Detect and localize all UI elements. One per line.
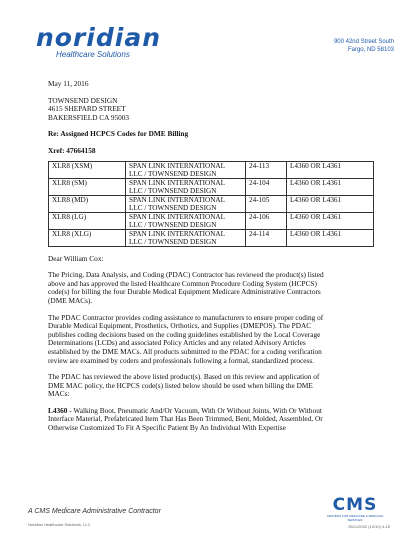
table-row (49, 178, 374, 195)
manufacturer: SPAN LINK INTERNATIONAL LLC / TOWNSEND DESIGN (126, 212, 246, 229)
hcpcs-code: L4360 OR L4361 (287, 229, 374, 246)
product-name: XLR8 (SM) (49, 178, 126, 195)
cms-wordmark: CMS (332, 495, 378, 515)
product-number: 24-104 (246, 178, 287, 195)
address-line-2: Fargo, ND 58103 (347, 47, 394, 53)
letter-body (48, 80, 388, 433)
hcpcs-code: L4360 OR L4361 (287, 195, 374, 212)
noridian-logo (36, 23, 162, 59)
salutation: Dear William Cox: (48, 253, 104, 263)
manufacturer: SPAN LINK INTERNATIONAL LLC / TOWNSEND DESIGN (126, 161, 246, 178)
hcpcs-code: L4360 OR L4361 (287, 161, 374, 178)
xref-line: Xref: 47664158 (48, 145, 96, 155)
logo-subtitle: Healthcare Solutions (56, 50, 130, 59)
cms-tagline: CENTERS FOR MEDICARE & MEDICAID SERVICES (326, 514, 384, 522)
cms-logo (320, 496, 390, 522)
product-number: 24-114 (246, 229, 287, 246)
sender-address (334, 38, 394, 54)
table-row (49, 195, 374, 212)
manufacturer: SPAN LINK INTERNATIONAL LLC / TOWNSEND DESIGN (126, 229, 246, 246)
company-footer: Noridian Healthcare Solutions, LLC (28, 522, 91, 527)
product-name: XLR8 (XLG) (49, 229, 126, 246)
document-code: 2621/2032 (12/10) 4-15 (348, 524, 390, 529)
contractor-note: A CMS Medicare Administrative Contractor (28, 508, 161, 515)
table-row (49, 229, 374, 246)
product-number: 24-105 (246, 195, 287, 212)
table-row (49, 161, 374, 178)
hcpcs-code: L4360 OR L4361 (287, 212, 374, 229)
code-description: L4360 - Walking Boot, Pneumatic And/Or Vacuum, With Or Without Joints, With Or Without Interface Material, Prefabricated Item That Has Been Trimmed, Bent, Molded, Assembled, Or Otherwise Customized To Fit A Specific Patient By An Individual With Expertise (48, 405, 323, 433)
subject-line: Re: Assigned HCPCS Codes for DME Billing (48, 129, 189, 139)
hcpcs-code: L4360 OR L4361 (287, 178, 374, 195)
address-line-1: 900 42nd Street South (333, 39, 394, 45)
recipient-line-3: BAKERSFIELD CA 95003 (48, 112, 130, 122)
product-number: 24-106 (246, 212, 287, 229)
logo-wordmark: noridian (36, 23, 162, 52)
paragraph-2: The PDAC Contractor provides coding assistance to manufacturers to ensure proper coding of Durable Medical Equipment, Prosthetics, Orthotics, and Supplies (DMEPOS). The PDAC publishes coding decisions based on the coding guidelines established by the Local Coverage Determinations (LCDs) and associated Policy Articles and any related Advisory Articles established by the DME MACs. All products submitted to the PDAC for a coding verification review are examined by coders and professionals following a formal, standardized process. (48, 312, 324, 365)
product-number: 24-113 (246, 161, 287, 178)
recipient-line-1: TOWNSEND DESIGN (48, 95, 118, 105)
manufacturer: SPAN LINK INTERNATIONAL LLC / TOWNSEND DESIGN (126, 178, 246, 195)
product-name: XLR8 (XSM) (49, 161, 126, 178)
paragraph-1: The Pricing, Data Analysis, and Coding (PDAC) Contractor has reviewed the product(s) listed above and has approved the listed Healthcare Common Procedure Coding System (HCPCS) code(s) for billing the four Durable Medical Equipment Medicare Administrative Contractors (DME MACs). (48, 270, 324, 305)
code-label: L4360 (48, 405, 68, 415)
product-code-table (48, 161, 374, 247)
recipient-line-2: 4615 SHEPARD STREET (48, 104, 126, 114)
manufacturer: SPAN LINK INTERNATIONAL LLC / TOWNSEND DESIGN (126, 195, 246, 212)
product-name: XLR8 (LG) (49, 212, 126, 229)
product-name: XLR8 (MD) (49, 195, 126, 212)
table-row (49, 212, 374, 229)
letter-date: May 11, 2016 (48, 79, 89, 88)
paragraph-3: The PDAC has reviewed the above listed product(s). Based on this review and application of DME MAC policy, the HCPCS code(s) listed below should be used when billing the DME MACs: (48, 372, 320, 399)
